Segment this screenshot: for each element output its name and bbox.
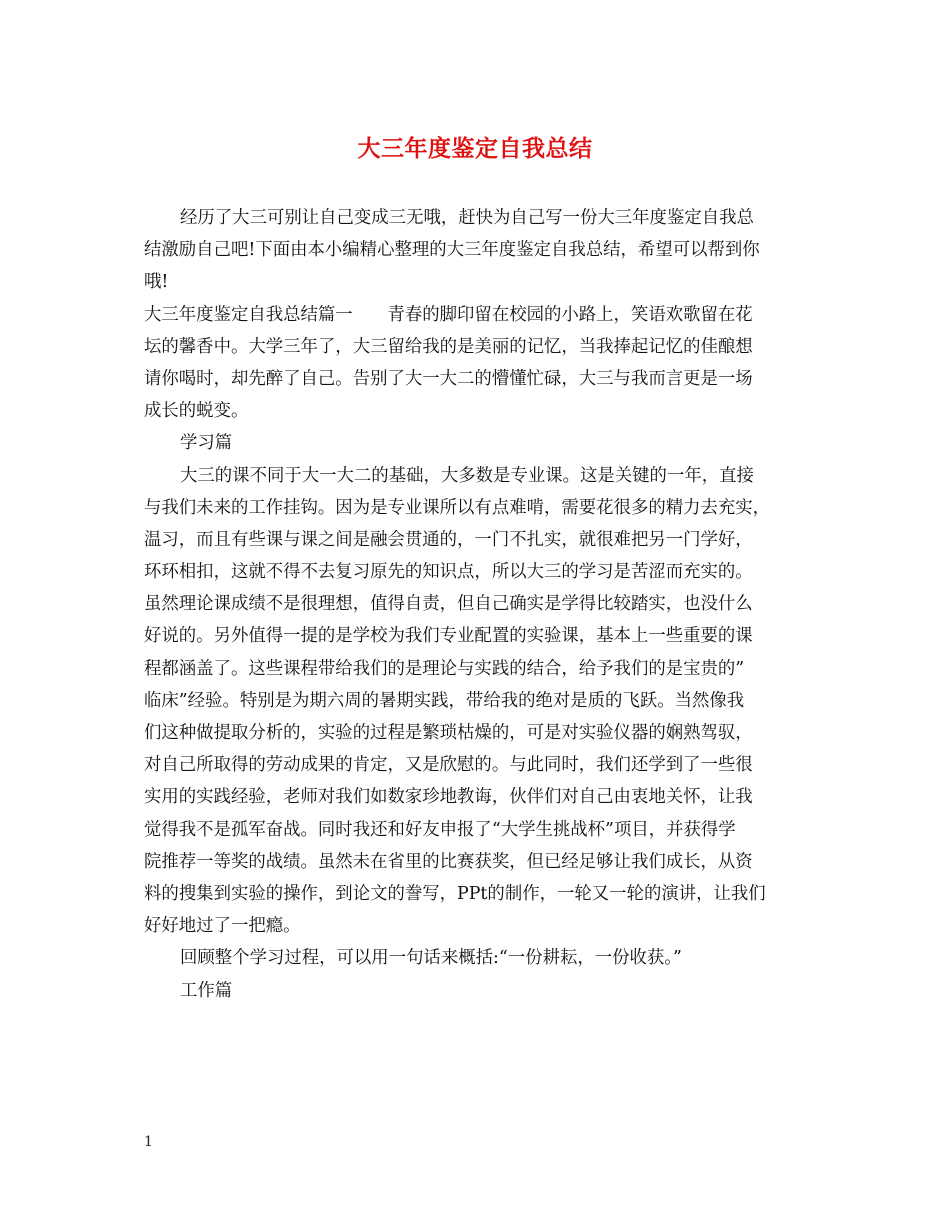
text-line: 们这种做提取分析的，实验的过程是繁琐枯燥的，可是对实验仪器的娴熟驾驭，	[144, 723, 753, 743]
text-line: 与我们未来的工作挂钩。因为是专业课所以有点难啃，需要花很多的精力去充实，	[144, 497, 771, 518]
text-line: 好好地过了一把瘾。	[144, 916, 301, 937]
page-number: 1	[144, 1134, 153, 1150]
text-line: 虽然理论课成绩不是很理想，值得自责，但自己确实是学得比较踏实，也没什么	[144, 594, 753, 615]
text-line: 坛的馨香中。大学三年了，大三留给我的是美丽的记忆，当我捧起记忆的佳酿想	[144, 336, 753, 357]
text-line: 成长的蜕变。	[144, 401, 249, 422]
text-line: 工作篇	[180, 980, 233, 1001]
text-line: 大三年度鉴定自我总结篇一 青春的脚印留在校园的小路上，笑语欢歌留在花	[144, 304, 753, 325]
document-body	[144, 202, 810, 1007]
text-line: 实用的实践经验，老师对我们如数家珍地教诲，伙伴们对自己由衷地关怀，让我	[144, 787, 753, 808]
text-line: 温习，而且有些课与课之间是融会贯通的，一门不扎实，就很难把另一门学好，	[144, 529, 753, 550]
text-line: 哦!	[144, 272, 169, 293]
text-line: 结激励自己吧!下面由本小编精心整理的大三年度鉴定自我总结，希望可以帮到你	[144, 240, 760, 261]
text-line: 学习篇	[180, 433, 233, 454]
text-line: 环环相扣，这就不得不去复习原先的知识点，所以大三的学习是苦涩而充实的。	[144, 562, 753, 583]
text-line: 请你喝时，却先醉了自己。告别了大一大二的懵懂忙碌，大三与我而言更是一场	[144, 368, 753, 389]
text-line: 料的搜集到实验的操作，到论文的誊写，PPt的制作，一轮又一轮的演讲，让我们	[144, 883, 766, 904]
text-line: 大三的课不同于大一大二的基础，大多数是专业课。这是关键的一年，直接	[180, 465, 754, 486]
text-line: 临床”经验。特别是为期六周的暑期实践，带给我的绝对是质的飞跃。当然像我	[144, 690, 745, 711]
text-line: 院推荐一等奖的战绩。虽然未在省里的比赛获奖，但已经足够让我们成长，从资	[144, 851, 753, 872]
document-title: 大三年度鉴定自我总结	[357, 135, 593, 162]
text-line: 程都涵盖了。这些课程带给我们的是理论与实践的结合，给予我们的是宝贵的”	[144, 658, 745, 679]
text-line: 觉得我不是孤军奋战。同时我还和好友申报了“大学生挑战杯”项目，并获得学	[144, 819, 736, 840]
text-line: 对自己所取得的劳动成果的肯定，又是欣慰的。与此同时，我们还学到了一些很	[144, 755, 753, 776]
text-line: 回顾整个学习过程，可以用一句话来概括:“一份耕耘，一份收获。”	[180, 948, 682, 969]
text-line: 经历了大三可别让自己变成三无哦，赶快为自己写一份大三年度鉴定自我总	[180, 208, 754, 228]
text-line: 好说的。另外值得一提的是学校为我们专业配置的实验课，基本上一些重要的课	[144, 626, 753, 647]
